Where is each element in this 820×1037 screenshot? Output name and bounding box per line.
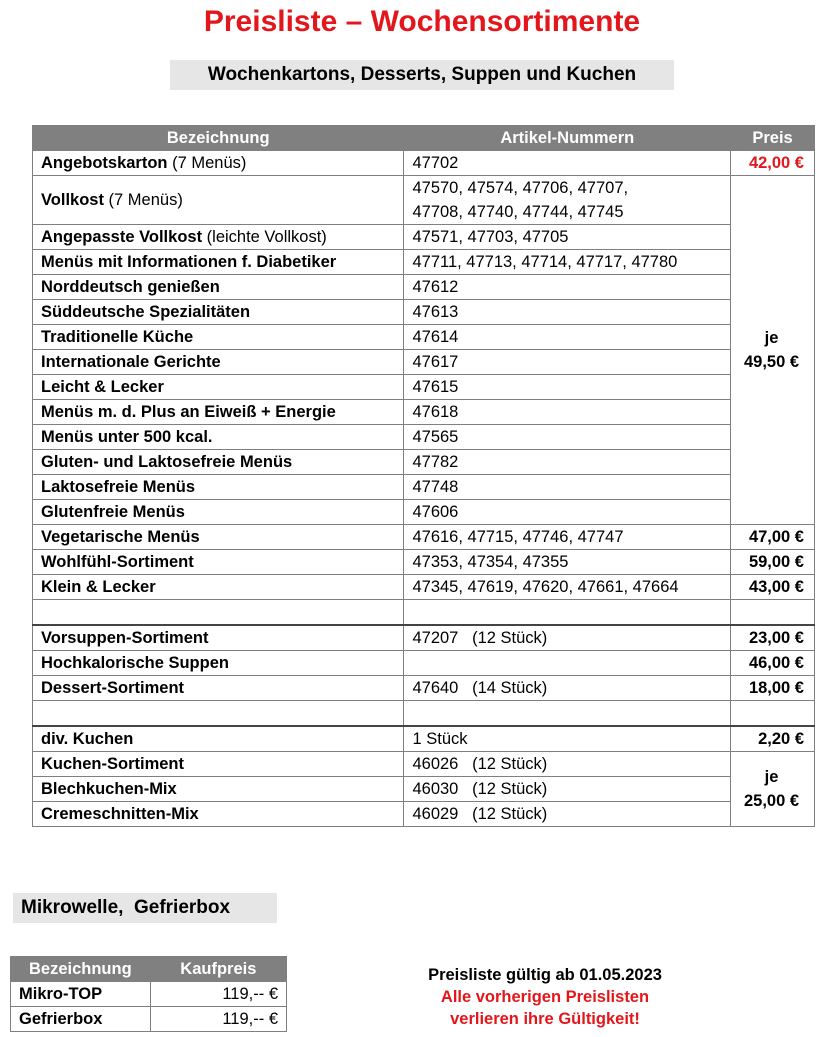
- row-name: Klein & Lecker: [33, 575, 404, 600]
- row-name: Laktosefreie Menüs: [33, 475, 404, 500]
- row-name: Leicht & Lecker: [33, 375, 404, 400]
- validity-warning-line2: verlieren ihre Gültigkeit!: [450, 1010, 640, 1028]
- table-row: [33, 802, 815, 827]
- row-name: Dessert-Sortiment: [33, 676, 404, 701]
- row-articles: 47614: [404, 325, 731, 350]
- row-name: Glutenfreie Menüs: [33, 500, 404, 525]
- row-articles: [404, 176, 731, 225]
- table-row: [33, 250, 815, 275]
- row-articles: 47613: [404, 300, 731, 325]
- spacer-cell: [33, 600, 404, 626]
- row-name: Mikro-TOP: [11, 982, 151, 1007]
- table-row: [33, 726, 815, 752]
- table-row: [33, 500, 815, 525]
- page-title: Preisliste – Wochensortimente: [203, 5, 641, 38]
- group-price-prefix: je: [764, 329, 779, 347]
- row-price: 47,00 €: [731, 525, 815, 550]
- table-row: [33, 350, 815, 375]
- row-name: [33, 225, 404, 250]
- table-row: [33, 325, 815, 350]
- section-title-mikrowelle: Mikrowelle, Gefrierbox: [13, 893, 277, 923]
- spacer-row: [33, 600, 815, 626]
- row-articles: 47612: [404, 275, 731, 300]
- row-name-detail: (7 Menüs): [167, 154, 247, 172]
- row-name: Menüs m. d. Plus an Eiweiß + Energie: [33, 400, 404, 425]
- group-price-value: 49,50 €: [744, 353, 800, 371]
- row-articles: [404, 651, 731, 676]
- row-price: 2,20 €: [731, 726, 815, 752]
- table-row: [33, 676, 815, 701]
- row-articles: 47207 (12 Stück): [404, 625, 731, 651]
- spacer-cell: [33, 701, 404, 727]
- row-name: Norddeutsch genießen: [33, 275, 404, 300]
- price-table: [32, 125, 815, 827]
- row-price: 46,00 €: [731, 651, 815, 676]
- row-price: 59,00 €: [731, 550, 815, 575]
- row-name: Menüs unter 500 kcal.: [33, 425, 404, 450]
- row-name: Vorsuppen-Sortiment: [33, 625, 404, 651]
- table-row: [33, 176, 815, 225]
- row-articles: 47702: [404, 151, 731, 176]
- row-articles: 47748: [404, 475, 731, 500]
- row-name: Hochkalorische Suppen: [33, 651, 404, 676]
- table-row: [33, 425, 815, 450]
- row-articles: 47606: [404, 500, 731, 525]
- row-name-detail: (leichte Vollkost): [202, 228, 327, 246]
- row-price: 43,00 €: [731, 575, 815, 600]
- spacer-cell: [404, 600, 731, 626]
- table-row: [33, 625, 815, 651]
- articles-line: 47570, 47574, 47706, 47707,: [412, 179, 629, 197]
- table-row: [33, 225, 815, 250]
- row-articles: 47782: [404, 450, 731, 475]
- row-name: Blechkuchen-Mix: [33, 777, 404, 802]
- row-articles: 47571, 47703, 47705: [404, 225, 731, 250]
- row-articles: 47617: [404, 350, 731, 375]
- row-articles: 46026 (12 Stück): [404, 752, 731, 777]
- table-row: [33, 375, 815, 400]
- table-row: [33, 575, 815, 600]
- purchase-price-table: [10, 956, 287, 1032]
- spacer-cell: [731, 701, 815, 727]
- table-header-row: [11, 957, 287, 982]
- row-articles: 47616, 47715, 47746, 47747: [404, 525, 731, 550]
- row-articles: 46029 (12 Stück): [404, 802, 731, 827]
- row-articles: 47618: [404, 400, 731, 425]
- table-row: [33, 752, 815, 777]
- row-articles: 46030 (12 Stück): [404, 777, 731, 802]
- group-price-kuchen: [731, 752, 815, 827]
- row-articles: 47640 (14 Stück): [404, 676, 731, 701]
- table-row: [33, 300, 815, 325]
- row-articles: 1 Stück: [404, 726, 731, 752]
- table-row: [33, 525, 815, 550]
- row-price: 23,00 €: [731, 625, 815, 651]
- row-name: Süddeutsche Spezialitäten: [33, 300, 404, 325]
- row-price: 18,00 €: [731, 676, 815, 701]
- table-row: [33, 400, 815, 425]
- header-preis: Preis: [731, 126, 815, 151]
- row-name-detail: (7 Menüs): [103, 191, 183, 209]
- table-row: [33, 550, 815, 575]
- row-price: 119,-- €: [150, 982, 286, 1007]
- header-bezeichnung: Bezeichnung: [11, 957, 151, 982]
- table-row: [11, 1007, 287, 1032]
- row-name: Menüs mit Informationen f. Diabetiker: [33, 250, 404, 275]
- row-name-bold: Angebotskarton: [41, 154, 168, 172]
- row-name: Kuchen-Sortiment: [33, 752, 404, 777]
- validity-date: Preisliste gültig ab 01.05.2023: [428, 966, 662, 984]
- row-price: 119,-- €: [150, 1007, 286, 1032]
- row-name: Traditionelle Küche: [33, 325, 404, 350]
- header-artikel-nummern: Artikel-Nummern: [404, 126, 731, 151]
- table-row: [33, 151, 815, 176]
- row-name-bold: Vollkost: [41, 191, 104, 209]
- row-name: Gefrierbox: [11, 1007, 151, 1032]
- row-articles: 47353, 47354, 47355: [404, 550, 731, 575]
- row-name: Gluten- und Laktosefreie Menüs: [33, 450, 404, 475]
- row-name: [33, 176, 404, 225]
- table-row: [33, 275, 815, 300]
- row-name: Internationale Gerichte: [33, 350, 404, 375]
- table-row: [33, 777, 815, 802]
- row-name-bold: Angepasste Vollkost: [41, 228, 203, 246]
- row-name: div. Kuchen: [33, 726, 404, 752]
- spacer-row: [33, 701, 815, 727]
- table-header-row: [33, 126, 815, 151]
- spacer-cell: [731, 600, 815, 626]
- row-name: Wohlfühl-Sortiment: [33, 550, 404, 575]
- group-price-menus: [731, 176, 815, 525]
- row-name: [33, 151, 404, 176]
- validity-warning-line1: Alle vorherigen Preislisten: [440, 988, 650, 1006]
- table-row: [11, 982, 287, 1007]
- row-name: Vegetarische Menüs: [33, 525, 404, 550]
- table-row: [33, 651, 815, 676]
- page-subtitle: Wochenkartons, Desserts, Suppen und Kuchen: [170, 60, 674, 90]
- group-price-value: 25,00 €: [744, 792, 800, 810]
- row-articles: 47711, 47713, 47714, 47717, 47780: [404, 250, 731, 275]
- table-row: [33, 450, 815, 475]
- row-name: Cremeschnitten-Mix: [33, 802, 404, 827]
- row-price: 42,00 €: [731, 151, 815, 176]
- articles-line: 47708, 47740, 47744, 47745: [412, 203, 624, 221]
- row-articles: 47345, 47619, 47620, 47661, 47664: [404, 575, 731, 600]
- header-bezeichnung: Bezeichnung: [33, 126, 404, 151]
- row-articles: 47615: [404, 375, 731, 400]
- validity-note: [380, 964, 710, 1030]
- spacer-cell: [404, 701, 731, 727]
- group-price-prefix: je: [764, 768, 779, 786]
- table-row: [33, 475, 815, 500]
- header-kaufpreis: Kaufpreis: [150, 957, 286, 982]
- row-articles: 47565: [404, 425, 731, 450]
